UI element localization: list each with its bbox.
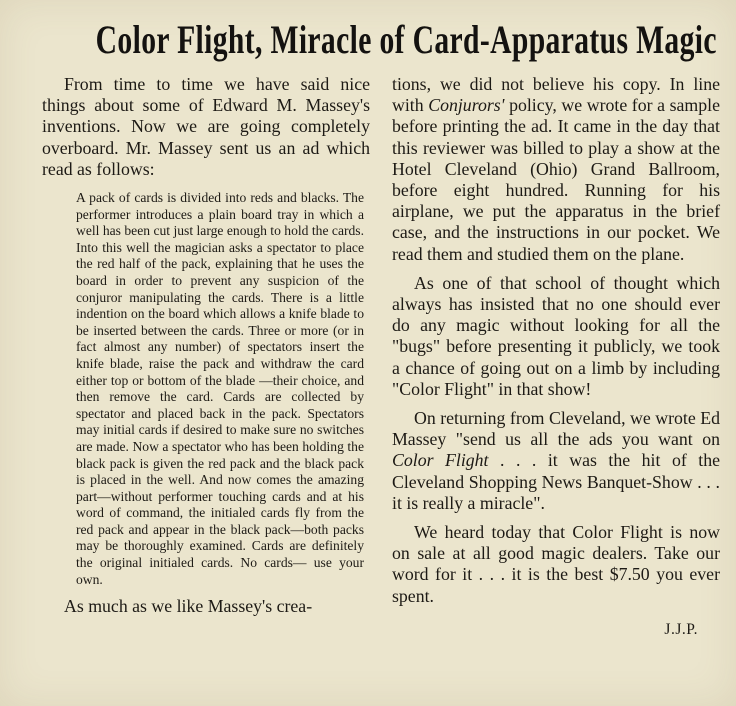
author-signature: J.J.P. (664, 620, 698, 638)
right-column (392, 74, 720, 640)
closing-paragraph: As much as we like Massey's crea- (64, 596, 313, 617)
article-title: Color Flight, Miracle of Card-Apparatus Magic (95, 17, 717, 62)
returning-paragraph (392, 408, 720, 514)
ad-quote: A pack of cards is divided into reds and blacks. The performer introduces a plain board tray in which a well has been cut just large enough to hold the cards. Into this well the magician asks a spectator to place the red half of the pack, explaining that he uses the board in order to prevent any suspicion of the conjuror manipulating the cards. There is a little indention on the board which allows a knife blade to be inserted between the cards. Three or more (or in fact almost any number) of spectators insert the knife blade, raise the pack and withdraw the card either top or bottom of the blade —their choice, and then remove the card. Cards are collected by spectator and placed back in the pack. Spectators may initial cards if desired to make sure no switches are made. Now a spectator who has been holding the black pack is given the red pack and the black pack is placed in the well. And now comes the amazing part—without performer touching cards and at his word of command, the initialed cards fly from the red pack and appear in the black pack—both packs may be thoroughly examined. Cards are definitely the original initialed cards. No cards— use your own. (76, 190, 364, 587)
intro-paragraph: From time to time we have said nice things about some of Edward M. Massey's inventions. Now we are going completely overboard. Mr. Massey sent us an ad which read as follows: (42, 74, 370, 179)
left-column (42, 74, 370, 617)
p3-text-before: On returning from Cleveland, we wrote Ed Massey "send us all the ads you want on (392, 408, 720, 450)
school-of-thought-paragraph: As one of that school of thought which always has insisted that no one should ever do any magic without looking for all the "bugs" before presenting it publicly, we took a chance of going out on a limb by including "Color Flight" in that show! (392, 272, 720, 399)
conjurors-magazine-name: Conjurors' (428, 95, 505, 116)
final-paragraph: We heard today that Color Flight is now on sale at all good magic dealers. Take our word for it . . . it is the best $7.50 you ever spent. (392, 522, 720, 606)
p1-text-before: tions, we did not believe his copy. In line with (392, 74, 720, 116)
continued-paragraph (392, 74, 720, 265)
color-flight-title: Color Flight (392, 450, 489, 471)
p1-text-after: policy, we wrote for a sample before printing the ad. It came in the day that this reviewer was billed to play a show at the Hotel Cleveland (Ohio) Grand Ballroom, before eight hundred. Running for his airplane, we put the apparatus in the brief case, and the instructions in our pocket. We read them and studied them on the plane. (392, 95, 720, 264)
p3-text-after: . . . it was the hit of the Cleveland Shopping News Banquet-Show . . . it is really a miracle". (392, 450, 720, 513)
